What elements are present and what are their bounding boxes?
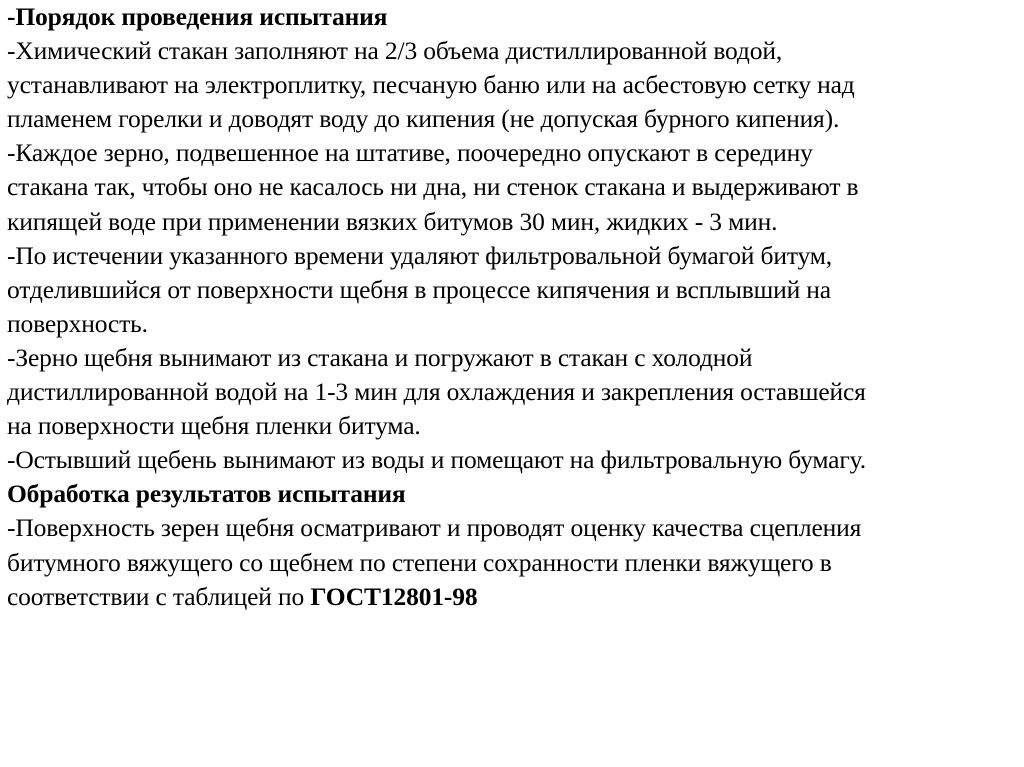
results-line-1: -Поверхность зерен щебня осматривают и проводят оценку качества сцепления (7, 513, 862, 543)
results-line-2: битумного вяжущего со щебнем по степени сохранности пленки вяжущего в (7, 547, 832, 577)
slide-text-body (7, 0, 1012, 614)
step-5-line-1: -Остывший щебень вынимают из воды и помещают на фильтровальную бумагу. (7, 445, 866, 475)
results-heading: Обработка результатов испытания (7, 479, 406, 509)
procedure-heading: -Порядок проведения испытания (7, 2, 388, 31)
results-line-3 (7, 580, 1012, 614)
results-line-3-text: соответствии с таблицей по (7, 581, 311, 611)
step-3-line-1: -По истечении указанного времени удаляют фильтровальной бумагой битум, (7, 240, 832, 270)
step-3-line-2: отделившийся от поверхности щебня в процессе кипячения и всплывший на (7, 274, 831, 304)
step-4-line-2: дистиллированной водой на 1-3 мин для охлаждения и закрепления оставшейся (7, 377, 866, 407)
step-3-line-3: поверхность. (7, 308, 148, 338)
step-1-line-3: пламенем горелки и доводят воду до кипения (не допуская бурного кипения). (7, 104, 840, 134)
step-2-line-3: кипящей воде при применении вязких битумов 30 мин, жидких - 3 мин. (7, 206, 778, 236)
step-4-line-1: -Зерно щебня вынимают из стакана и погружают в стакан с холодной (7, 342, 753, 372)
step-4-line-3: на поверхности щебня пленки битума. (7, 411, 421, 441)
step-2-line-1: -Каждое зерно, подвешенное на штативе, поочередно опускают в середину (7, 138, 813, 168)
step-1-line-2: устанавливают на электроплитку, песчаную баню или на асбестовую сетку над (7, 70, 855, 100)
step-1-line-1: -Химический стакан заполняют на 2/3 объема дистиллированной водой, (7, 36, 783, 66)
gost-reference: ГОСТ12801-98 (310, 581, 478, 611)
step-2-line-2: стакана так, чтобы оно не касалось ни дна, ни стенок стакана и выдерживают в (7, 172, 859, 202)
